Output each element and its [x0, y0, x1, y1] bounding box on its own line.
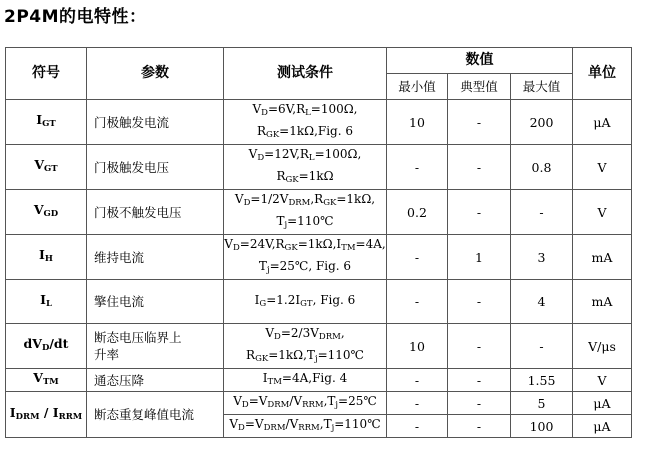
table-row: [6, 190, 632, 235]
cell-symbol: [6, 392, 87, 438]
condition-line: [224, 291, 386, 313]
cell-max: 100: [511, 415, 573, 438]
symbol-text: V: [33, 370, 43, 385]
subscript: D: [241, 400, 249, 410]
header-condition: 测试条件: [224, 48, 387, 100]
electrical-characteristics-table: [5, 47, 632, 438]
subscript: j: [335, 400, 339, 410]
cell-typ: -: [448, 369, 511, 392]
subscript: GK: [284, 243, 298, 253]
cell-symbol: [6, 145, 87, 190]
condition-text: =6V,R: [268, 102, 306, 116]
symbol-subscript: DRM: [15, 411, 40, 422]
cell-min: -: [387, 369, 448, 392]
condition-text: T: [276, 214, 285, 228]
table-row: [6, 100, 632, 145]
cell-min: 0.2: [387, 190, 448, 235]
symbol-text: V: [33, 202, 44, 217]
condition-text: =110℃: [287, 214, 334, 228]
condition-text: =V: [248, 394, 268, 408]
subscript: DRM: [267, 400, 290, 410]
condition-text: ,T: [323, 394, 336, 408]
condition-text: =1kΩ,T: [268, 348, 315, 362]
subscript: GK: [255, 354, 269, 364]
cell-unit: mA: [573, 280, 632, 324]
subscript: DRM: [318, 332, 341, 342]
cell-min: 10: [387, 100, 448, 145]
cell-max: -: [511, 324, 573, 369]
condition-text: V: [233, 394, 242, 408]
cell-parameter: 通态压降: [87, 369, 224, 392]
condition-line: [224, 212, 386, 234]
cell-parameter: 门极触发电压: [87, 145, 224, 190]
cell-unit: mA: [573, 235, 632, 280]
symbol-subscript: L: [45, 298, 52, 309]
symbol-text: V: [34, 157, 45, 172]
condition-text: =100Ω,: [314, 147, 362, 161]
cell-parameter: 维持电流: [87, 235, 224, 280]
table-row: [6, 369, 632, 392]
condition-text: =110℃: [317, 348, 364, 362]
table-row: [6, 235, 632, 280]
cell-min: -: [387, 280, 448, 324]
subscript: D: [261, 108, 268, 118]
subscript: GK: [285, 175, 299, 185]
condition-text: =4A,Fig. 4: [281, 371, 348, 385]
cell-unit: V/μs: [573, 324, 632, 369]
cell-typ: -: [448, 145, 511, 190]
subscript: L: [305, 108, 311, 118]
condition-text: V: [248, 147, 258, 161]
condition-text: =12V,R: [264, 147, 309, 161]
subscript: L: [308, 153, 315, 163]
cell-symbol: [6, 280, 87, 324]
condition-line: [224, 324, 386, 346]
condition-text: =1/2V: [250, 192, 289, 206]
cell-max: 0.8: [511, 145, 573, 190]
subscript: RRM: [302, 400, 324, 410]
page-title: 2P4M的电特性：: [4, 7, 147, 27]
cell-max: 1.55: [511, 369, 573, 392]
cell-symbol: [6, 235, 87, 280]
table-row: [6, 324, 632, 369]
header-parameter: 参数: [87, 48, 224, 100]
condition-line: [224, 235, 386, 257]
symbol-subscript: TM: [42, 377, 59, 387]
condition-text: =25℃: [338, 394, 377, 408]
symbol-text: I: [9, 404, 16, 420]
header-max: 最大值: [511, 74, 573, 100]
cell-condition: [224, 100, 387, 145]
cell-typ: -: [448, 324, 511, 369]
condition-text: V: [265, 326, 275, 340]
condition-text: =110℃: [334, 417, 381, 431]
subscript: DRM: [288, 198, 311, 208]
subscript: GT: [300, 298, 313, 309]
condition-text: , Fig. 6: [312, 292, 356, 307]
cell-condition: [224, 415, 387, 438]
cell-min: -: [387, 145, 448, 190]
cell-typ: -: [448, 415, 511, 438]
cell-max: -: [511, 190, 573, 235]
cell-max: 3: [511, 235, 573, 280]
subscript: GK: [266, 130, 280, 140]
symbol-subscript: GD: [43, 209, 59, 219]
condition-line: [224, 167, 386, 189]
cell-unit: V: [573, 369, 632, 392]
condition-text: R: [276, 169, 286, 183]
cell-unit: V: [573, 145, 632, 190]
symbol-subscript: GT: [44, 164, 58, 174]
condition-text: V: [224, 237, 233, 251]
cell-typ: -: [448, 190, 511, 235]
cell-parameter: 断态重复峰值电流: [87, 392, 224, 438]
cell-condition: [224, 324, 387, 369]
condition-text: I: [262, 371, 268, 385]
cell-condition: [224, 369, 387, 392]
cell-typ: -: [448, 280, 511, 324]
header-symbol: 符号: [6, 48, 87, 100]
condition-line: [224, 369, 386, 391]
cell-unit: μA: [573, 415, 632, 438]
subscript: D: [274, 332, 281, 342]
cell-max: 5: [511, 392, 573, 415]
subscript: TM: [267, 377, 282, 387]
subscript: j: [284, 220, 288, 230]
symbol-text: I: [39, 247, 45, 262]
cell-symbol: [6, 100, 87, 145]
header-unit: 单位: [573, 48, 632, 100]
table-row: [6, 145, 632, 190]
condition-line: [224, 257, 386, 279]
subscript: D: [257, 153, 265, 163]
header-typ: 典型值: [448, 74, 511, 100]
cell-condition: [224, 145, 387, 190]
cell-unit: μA: [573, 100, 632, 145]
cell-min: -: [387, 392, 448, 415]
cell-condition: [224, 235, 387, 280]
cell-parameter: 擎住电流: [87, 280, 224, 324]
condition-text: /V: [289, 394, 303, 408]
condition-text: =25℃, Fig. 6: [269, 259, 352, 273]
condition-line: [224, 346, 386, 368]
subscript: j: [266, 265, 270, 275]
subscript: RRM: [298, 423, 320, 433]
cell-unit: V: [573, 190, 632, 235]
condition-text: ,R: [310, 192, 324, 206]
cell-parameter: 门极触发电流: [87, 100, 224, 145]
cell-typ: -: [448, 392, 511, 415]
condition-line: [224, 392, 386, 414]
header-value: 数值: [387, 48, 573, 74]
symbol-text: dV: [23, 336, 42, 351]
condition-text: ,: [340, 326, 345, 340]
cell-symbol: [6, 324, 87, 369]
subscript: D: [238, 423, 245, 433]
cell-typ: 1: [448, 235, 511, 280]
cell-typ: -: [448, 100, 511, 145]
condition-line: [224, 100, 386, 122]
condition-text: =1kΩ,Fig. 6: [279, 124, 354, 138]
symbol-subscript: RRM: [58, 411, 83, 422]
condition-line: [224, 190, 386, 212]
cell-min: -: [387, 235, 448, 280]
symbol-text: I: [52, 404, 59, 420]
condition-text: V: [229, 417, 239, 431]
cell-condition: [224, 280, 387, 324]
symbol-subscript: GT: [42, 119, 56, 129]
cell-max: 4: [511, 280, 573, 324]
header-min: 最小值: [387, 74, 448, 100]
table-row: [6, 392, 632, 415]
condition-line: [224, 122, 386, 144]
condition-text: =100Ω,: [310, 102, 358, 116]
subscript: j: [331, 423, 335, 433]
condition-text: =1.2I: [266, 292, 301, 307]
cell-unit: μA: [573, 392, 632, 415]
symbol-subscript: H: [44, 254, 53, 264]
subscript: D: [243, 198, 251, 208]
cell-condition: [224, 392, 387, 415]
cell-parameter: 断态电压临界上升率: [87, 324, 224, 369]
cell-condition: [224, 190, 387, 235]
condition-text: R: [246, 348, 256, 362]
cell-symbol: [6, 190, 87, 235]
symbol-text: I: [36, 112, 43, 127]
condition-text: /V: [285, 417, 299, 431]
condition-text: V: [252, 102, 262, 116]
condition-text: =V: [244, 417, 264, 431]
condition-text: R: [256, 124, 267, 138]
condition-line: [224, 415, 386, 437]
symbol-subscript: D: [41, 343, 50, 353]
subscript: j: [314, 354, 318, 364]
condition-text: ,T: [319, 417, 332, 431]
condition-text: =2/3V: [280, 326, 319, 340]
condition-text: =1kΩ: [298, 169, 334, 183]
cell-symbol: [6, 369, 87, 392]
table-row: [6, 280, 632, 324]
condition-text: T: [258, 259, 267, 273]
condition-text: =24V,R: [239, 237, 285, 251]
subscript: DRM: [263, 423, 286, 433]
cell-min: -: [387, 415, 448, 438]
symbol-text: /: [39, 404, 53, 420]
subscript: D: [232, 243, 240, 253]
condition-text: =1kΩ,: [336, 192, 376, 206]
cell-parameter: 门极不触发电压: [87, 190, 224, 235]
cell-max: 200: [511, 100, 573, 145]
subscript: G: [259, 298, 267, 309]
subscript: TM: [341, 243, 356, 253]
symbol-text: I: [40, 291, 46, 307]
condition-text: =1kΩ,I: [297, 237, 342, 251]
condition-text: I: [254, 292, 260, 307]
condition-text: =4A,: [355, 237, 386, 251]
subscript: GK: [323, 198, 337, 208]
cell-min: 10: [387, 324, 448, 369]
condition-line: [224, 145, 386, 167]
condition-text: V: [234, 192, 244, 206]
symbol-text: /dt: [49, 336, 69, 351]
